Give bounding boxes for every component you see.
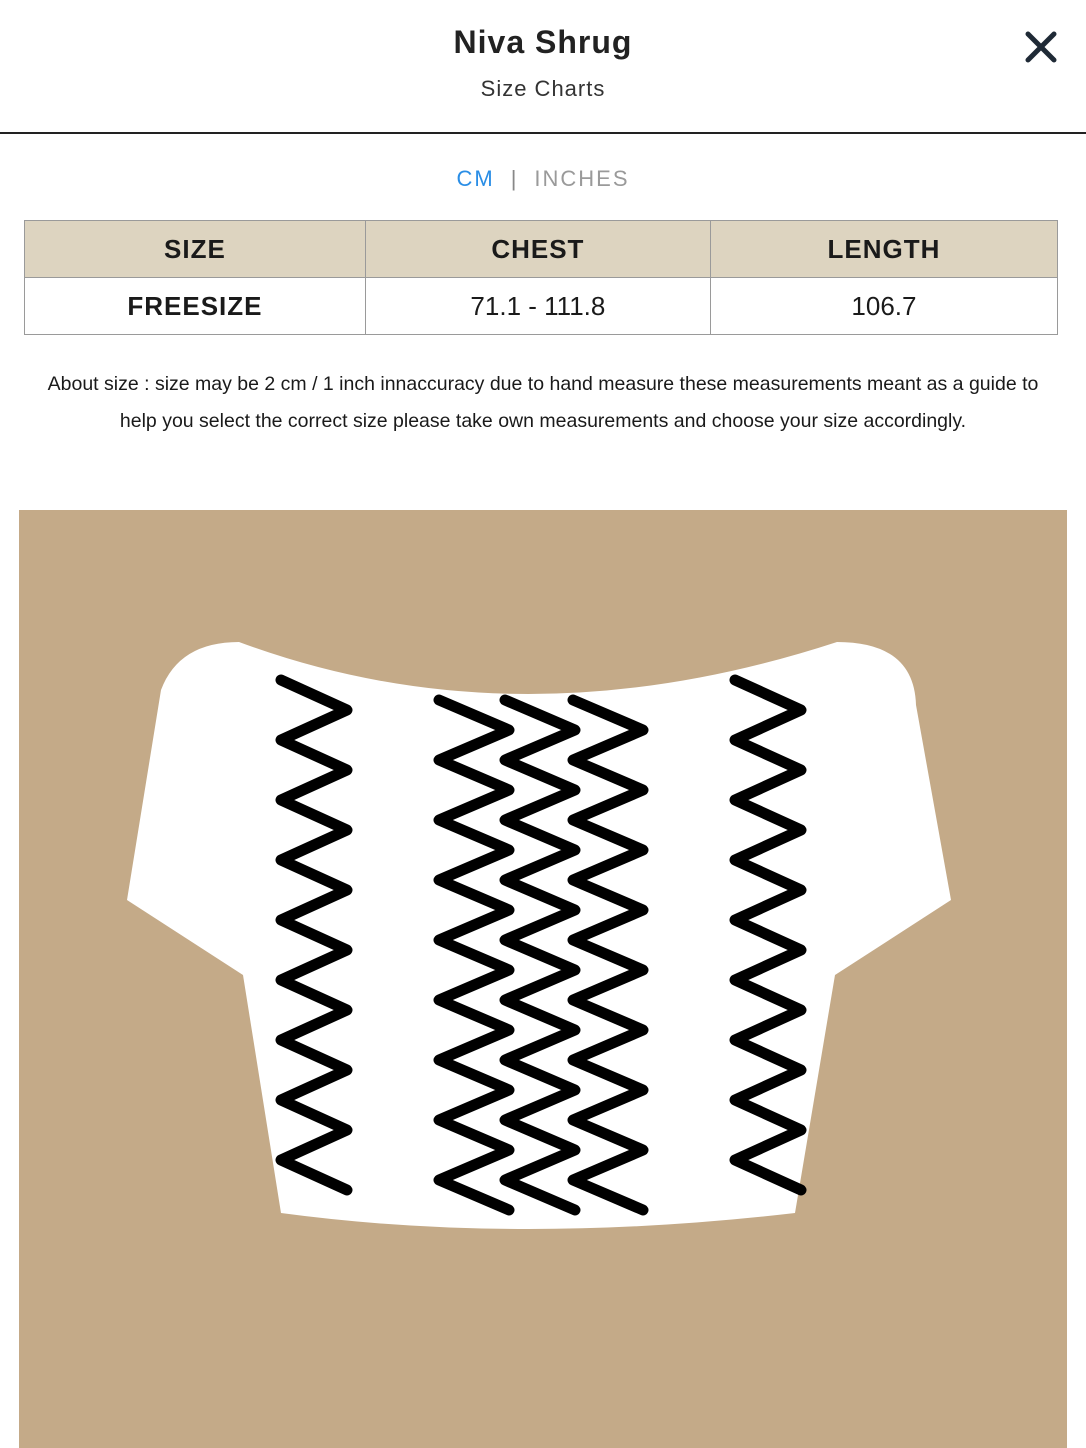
cell-length: 106.7 xyxy=(710,278,1057,335)
table-row xyxy=(25,278,1058,335)
product-image xyxy=(19,510,1067,1448)
product-title: Niva Shrug xyxy=(453,24,633,60)
table-header-row xyxy=(25,221,1058,278)
size-note: About size : size may be 2 cm / 1 inch innaccuracy due to hand measure these measurements meant as a guide to help you select the correct size please take own measurements and choose your size accordingly. xyxy=(47,373,1039,432)
shrug-illustration xyxy=(19,510,1067,1448)
unit-cm-tab[interactable]: CM xyxy=(456,166,495,191)
cell-chest: 71.1 - 111.8 xyxy=(365,278,710,335)
close-icon xyxy=(1020,24,1064,68)
modal-header xyxy=(0,0,1086,134)
unit-toggle xyxy=(0,166,1086,192)
close-button[interactable] xyxy=(1020,24,1064,68)
modal-subtitle: Size Charts xyxy=(480,76,606,101)
garment-shape xyxy=(127,642,951,1229)
size-chart-table xyxy=(24,220,1058,335)
column-header-chest: CHEST xyxy=(365,221,710,278)
unit-inches-tab[interactable]: INCHES xyxy=(534,166,630,191)
column-header-length: LENGTH xyxy=(710,221,1057,278)
column-header-size: SIZE xyxy=(25,221,366,278)
unit-separator: | xyxy=(510,166,519,191)
cell-size: FREESIZE xyxy=(25,278,366,335)
